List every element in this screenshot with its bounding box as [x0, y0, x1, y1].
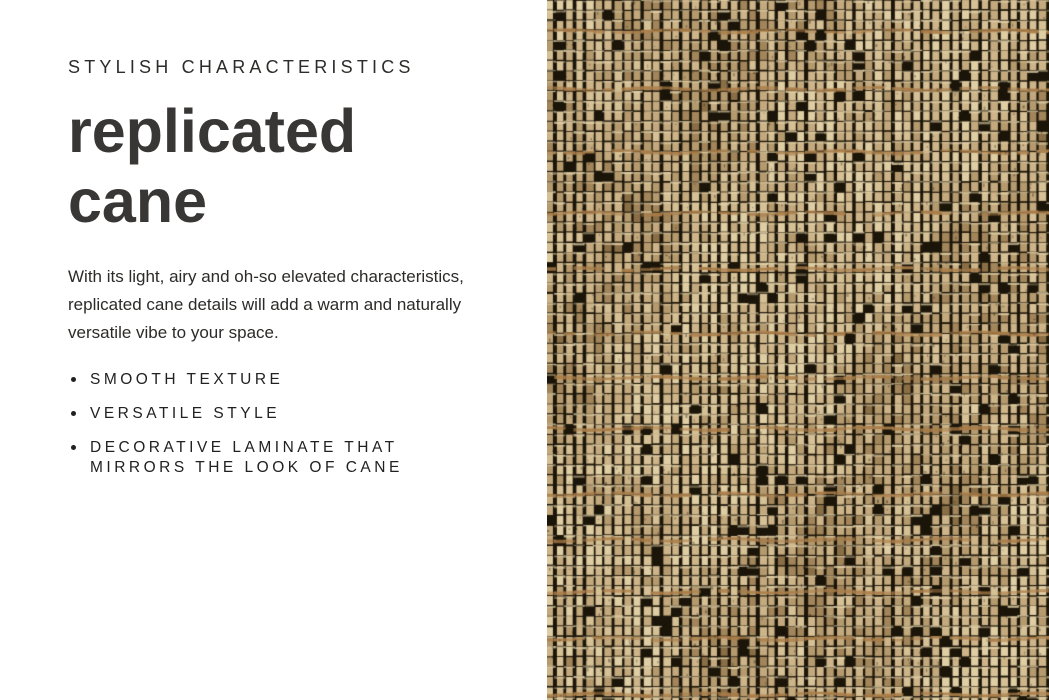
feature-item [90, 370, 478, 390]
page-title: replicated cane [68, 97, 357, 235]
bullet-dot-icon [71, 377, 76, 382]
feature-item [90, 438, 478, 478]
bullet-dot-icon [71, 411, 76, 416]
text-content [68, 57, 478, 478]
feature-item [90, 404, 478, 424]
feature-item-label: SMOOTH TEXTURE [90, 371, 284, 388]
eyebrow-heading: STYLISH CHARACTERISTICS [68, 57, 415, 77]
cane-texture-image [547, 0, 1049, 700]
feature-item-label: VERSATILE STYLE [90, 405, 281, 422]
feature-item-label: DECORATIVE LAMINATE THAT MIRRORS THE LOOK OF CANE [90, 439, 403, 476]
feature-list [68, 370, 478, 478]
image-panel [547, 0, 1049, 700]
intro-paragraph: With its light, airy and oh-so elevated characteristics, replicated cane details will add a warm and naturally versatile vibe to your space. [68, 267, 464, 342]
bullet-dot-icon [71, 445, 76, 450]
